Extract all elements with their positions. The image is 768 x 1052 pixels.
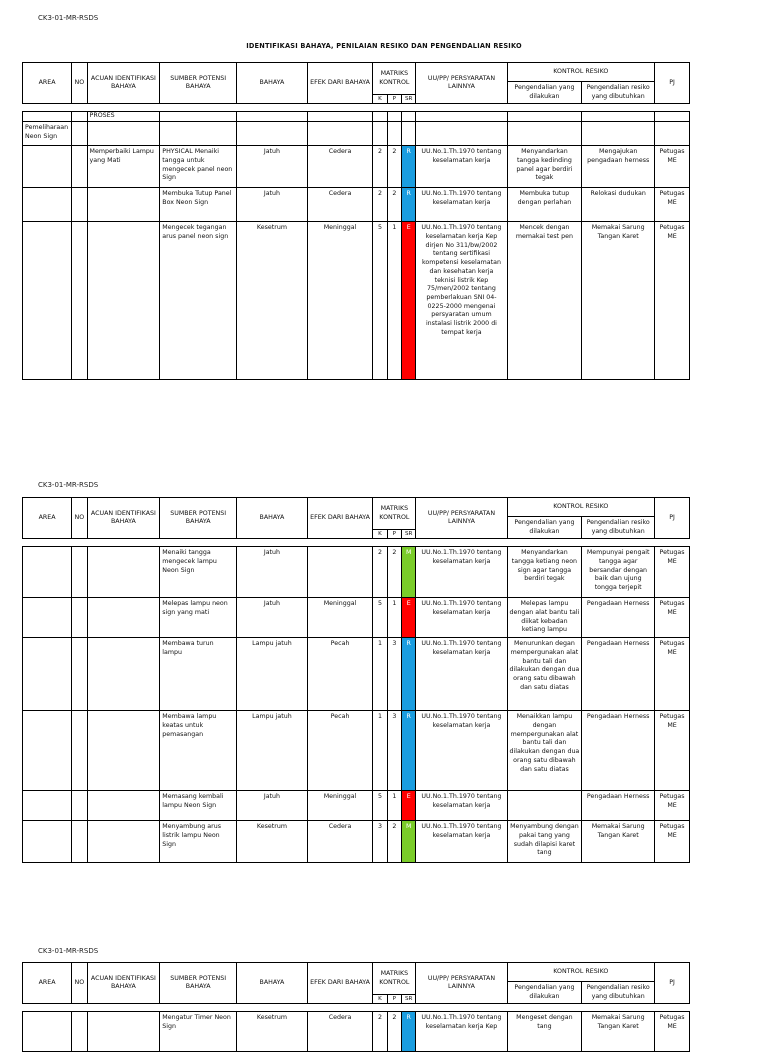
k-value: 5 bbox=[373, 598, 387, 638]
pj-cell bbox=[655, 122, 690, 146]
no-cell bbox=[72, 222, 87, 380]
table-row bbox=[23, 188, 690, 222]
sumber-cell: Menaiki tangga mengecek lampu Neon Sign bbox=[160, 547, 237, 598]
area-cell bbox=[23, 1012, 72, 1052]
sr-risk-level: R bbox=[402, 711, 416, 791]
bahaya-cell: Jatuh bbox=[237, 547, 308, 598]
bahaya-cell: Jatuh bbox=[237, 188, 308, 222]
area-cell bbox=[23, 791, 72, 821]
k-value: 1 bbox=[373, 711, 387, 791]
empty-cell bbox=[307, 112, 373, 122]
header-area: AREA bbox=[23, 963, 72, 1004]
sr-risk-level: E bbox=[402, 598, 416, 638]
sr-risk-level: E bbox=[402, 222, 416, 380]
no-cell bbox=[72, 598, 87, 638]
acuan-cell bbox=[87, 122, 160, 146]
control-done-cell: Melepas lampu dengan alat bantu tali diikat kebadan ketiang lampu bbox=[507, 598, 582, 638]
header-uu: UU/PP/ PERSYARATAN LAINNYA bbox=[416, 63, 507, 104]
k-value: 1 bbox=[373, 638, 387, 711]
no-cell bbox=[72, 821, 87, 863]
document-code: CK3-01-MR-RSDS bbox=[38, 947, 99, 955]
document-title: IDENTIFIKASI BAHAYA, PENILAIAN RESIKO DAN PENGENDALIAN RESIKO bbox=[246, 42, 522, 50]
empty-cell bbox=[72, 112, 87, 122]
regulation-cell: UU.No.1.Th.1970 tentang keselamatan kerja bbox=[416, 598, 507, 638]
regulation-cell: UU.No.1.Th.1970 tentang keselamatan kerja bbox=[416, 638, 507, 711]
p-value: 3 bbox=[387, 711, 401, 791]
acuan-cell bbox=[87, 598, 160, 638]
control-done-cell bbox=[507, 122, 582, 146]
header-pengendalian-dilakukan: Pengendalian yang dilakukan bbox=[507, 517, 582, 539]
header-uu: UU/PP/ PERSYARATAN LAINNYA bbox=[416, 963, 507, 1004]
acuan-cell bbox=[87, 1012, 160, 1052]
no-cell bbox=[72, 791, 87, 821]
sumber-cell: Membuka Tutup Panel Box Neon Sign bbox=[160, 188, 237, 222]
header-matriks: MATRIKS KONTROL bbox=[373, 498, 416, 530]
header-kontrol: KONTROL RESIKO bbox=[507, 498, 655, 517]
control-done-cell: Menyandarkan tangga ketiang neon sign agar tangga berdiri tegak bbox=[507, 547, 582, 598]
efek-cell: Cedera bbox=[307, 188, 373, 222]
k-value: 2 bbox=[373, 188, 387, 222]
no-cell bbox=[72, 122, 87, 146]
risk-table bbox=[22, 497, 690, 863]
acuan-cell bbox=[87, 188, 160, 222]
bahaya-cell bbox=[237, 122, 308, 146]
table-row bbox=[23, 821, 690, 863]
header-k: K bbox=[373, 530, 387, 539]
no-cell bbox=[72, 1012, 87, 1052]
control-needed-cell: Relokasi dudukan bbox=[582, 188, 655, 222]
header-row bbox=[23, 498, 690, 517]
no-cell bbox=[72, 547, 87, 598]
table-row bbox=[23, 222, 690, 380]
area-cell bbox=[23, 547, 72, 598]
p-value: 1 bbox=[387, 791, 401, 821]
control-needed-cell: Memakai Sarung Tangan Karet bbox=[582, 222, 655, 380]
bahaya-cell: Kesetrum bbox=[237, 821, 308, 863]
spacer-cell bbox=[23, 1004, 690, 1012]
pj-cell: Petugas ME bbox=[655, 188, 690, 222]
header-kontrol: KONTROL RESIKO bbox=[507, 63, 655, 82]
acuan-cell bbox=[87, 638, 160, 711]
risk-table bbox=[22, 62, 690, 380]
header-p: P bbox=[387, 995, 401, 1004]
empty-cell bbox=[237, 112, 308, 122]
efek-cell: Meninggal bbox=[307, 791, 373, 821]
sr-risk-level: R bbox=[402, 146, 416, 188]
control-needed-cell bbox=[582, 122, 655, 146]
p-value bbox=[387, 122, 401, 146]
control-needed-cell: Memakai Sarung Tangan Karet bbox=[582, 1012, 655, 1052]
sumber-cell: Menyambung arus listrik lampu Neon Sign bbox=[160, 821, 237, 863]
control-done-cell: Menyandarkan tangga kedinding panel agar berdiri tegak bbox=[507, 146, 582, 188]
control-done-cell bbox=[507, 791, 582, 821]
header-bahaya: BAHAYA bbox=[237, 498, 308, 539]
pj-cell: Petugas ME bbox=[655, 222, 690, 380]
control-done-cell: Mencek dengan memakai test pen bbox=[507, 222, 582, 380]
efek-cell: Pecah bbox=[307, 638, 373, 711]
bahaya-cell: Jatuh bbox=[237, 791, 308, 821]
sumber-cell: Mengatur Timer Neon Sign bbox=[160, 1012, 237, 1052]
header-sr: SR bbox=[402, 530, 416, 539]
header-uu: UU/PP/ PERSYARATAN LAINNYA bbox=[416, 498, 507, 539]
efek-cell: Cedera bbox=[307, 821, 373, 863]
header-p: P bbox=[387, 95, 401, 104]
area-cell bbox=[23, 222, 72, 380]
p-value: 3 bbox=[387, 638, 401, 711]
regulation-cell: UU.No.1.Th.1970 tentang keselamatan kerja Kep dirjen No 311/bw/2002 tentang sertifikasi kompetensi keselamatan dan kesehatan kerja teknisi listrik Kep 75/men/2002 tentang pemberlakuan SNI 04-0225-2000 mengenai persyaratan umum instalasi listrik 2000 di tempat kerja bbox=[416, 222, 507, 380]
control-done-cell: Menaikkan lampu dengan mempergunakan alat bantu tali dan dilakukan dengan dua orang satu dibawah dan satu diatas bbox=[507, 711, 582, 791]
bahaya-cell: Lampu jatuh bbox=[237, 638, 308, 711]
acuan-cell bbox=[87, 821, 160, 863]
p-value: 2 bbox=[387, 821, 401, 863]
area-cell: Pemeliharaan Neon Sign bbox=[23, 122, 72, 146]
table-row bbox=[23, 1012, 690, 1052]
sr-risk-level: M bbox=[402, 547, 416, 598]
pj-cell: Petugas ME bbox=[655, 638, 690, 711]
header-area: AREA bbox=[23, 63, 72, 104]
spacer-row bbox=[23, 1004, 690, 1012]
sr-risk-level bbox=[402, 122, 416, 146]
regulation-cell bbox=[416, 122, 507, 146]
header-pengendalian-dilakukan: Pengendalian yang dilakukan bbox=[507, 982, 582, 1004]
empty-cell bbox=[507, 112, 582, 122]
empty-cell bbox=[23, 112, 72, 122]
header-pengendalian-dibutuhkan: Pengendalian resiko yang dibutuhkan bbox=[582, 982, 655, 1004]
control-done-cell: Menyambung dengan pakai tang yang sudah dilapisi karet tang bbox=[507, 821, 582, 863]
p-value: 1 bbox=[387, 598, 401, 638]
no-cell bbox=[72, 711, 87, 791]
header-sumber: SUMBER POTENSI BAHAYA bbox=[160, 498, 237, 539]
control-needed-cell: Pengadaan Herness bbox=[582, 598, 655, 638]
p-value: 2 bbox=[387, 188, 401, 222]
area-cell bbox=[23, 598, 72, 638]
table-row bbox=[23, 547, 690, 598]
empty-cell bbox=[655, 112, 690, 122]
section-label: PROSES bbox=[87, 112, 160, 122]
efek-cell bbox=[307, 122, 373, 146]
header-sumber: SUMBER POTENSI BAHAYA bbox=[160, 963, 237, 1004]
header-bahaya: BAHAYA bbox=[237, 963, 308, 1004]
empty-cell bbox=[387, 112, 401, 122]
empty-cell bbox=[402, 112, 416, 122]
header-k: K bbox=[373, 995, 387, 1004]
control-needed-cell: Pengadaan Herness bbox=[582, 638, 655, 711]
empty-cell bbox=[582, 112, 655, 122]
bahaya-cell: Kesetrum bbox=[237, 1012, 308, 1052]
sr-risk-level: R bbox=[402, 188, 416, 222]
acuan-cell bbox=[87, 222, 160, 380]
area-cell bbox=[23, 821, 72, 863]
header-efek: EFEK DARI BAHAYA bbox=[307, 498, 373, 539]
header-k: K bbox=[373, 95, 387, 104]
regulation-cell: UU.No.1.Th.1970 tentang keselamatan kerja bbox=[416, 711, 507, 791]
pj-cell: Petugas ME bbox=[655, 146, 690, 188]
bahaya-cell: Lampu jatuh bbox=[237, 711, 308, 791]
p-value: 2 bbox=[387, 547, 401, 598]
bahaya-cell: Jatuh bbox=[237, 598, 308, 638]
pj-cell: Petugas ME bbox=[655, 598, 690, 638]
header-pengendalian-dibutuhkan: Pengendalian resiko yang dibutuhkan bbox=[582, 82, 655, 104]
acuan-cell bbox=[87, 711, 160, 791]
sumber-cell: Memasang kembali lampu Neon Sign bbox=[160, 791, 237, 821]
header-efek: EFEK DARI BAHAYA bbox=[307, 963, 373, 1004]
k-value: 2 bbox=[373, 1012, 387, 1052]
acuan-cell bbox=[87, 791, 160, 821]
table-row bbox=[23, 598, 690, 638]
control-needed-cell: Memakai Sarung Tangan Karet bbox=[582, 821, 655, 863]
header-sr: SR bbox=[402, 95, 416, 104]
header-efek: EFEK DARI BAHAYA bbox=[307, 63, 373, 104]
header-sumber: SUMBER POTENSI BAHAYA bbox=[160, 63, 237, 104]
spacer-cell bbox=[23, 104, 690, 112]
empty-cell bbox=[416, 112, 507, 122]
efek-cell bbox=[307, 547, 373, 598]
area-cell bbox=[23, 638, 72, 711]
control-needed-cell: Pengadaan Herness bbox=[582, 791, 655, 821]
header-pj: PJ bbox=[655, 963, 690, 1004]
sumber-cell: Mengecek tegangan arus panel neon sign bbox=[160, 222, 237, 380]
table-row bbox=[23, 791, 690, 821]
control-needed-cell: Pengadaan Herness bbox=[582, 711, 655, 791]
control-needed-cell: Mengajukan pengadaan herness bbox=[582, 146, 655, 188]
header-acuan: ACUAN IDENTIFIKASI BAHAYA bbox=[87, 63, 160, 104]
sr-risk-level: M bbox=[402, 821, 416, 863]
header-row bbox=[23, 63, 690, 82]
efek-cell: Meninggal bbox=[307, 222, 373, 380]
area-cell bbox=[23, 188, 72, 222]
control-done-cell: Mengeset dengan tang bbox=[507, 1012, 582, 1052]
k-value: 2 bbox=[373, 146, 387, 188]
table-row bbox=[23, 638, 690, 711]
empty-cell bbox=[373, 112, 387, 122]
header-kontrol: KONTROL RESIKO bbox=[507, 963, 655, 982]
pj-cell: Petugas ME bbox=[655, 711, 690, 791]
area-cell bbox=[23, 711, 72, 791]
pj-cell: Petugas ME bbox=[655, 547, 690, 598]
acuan-cell: Memperbaiki Lampu yang Mati bbox=[87, 146, 160, 188]
bahaya-cell: Kesetrum bbox=[237, 222, 308, 380]
header-row bbox=[23, 963, 690, 982]
control-done-cell: Membuka tutup dengan perlahan bbox=[507, 188, 582, 222]
regulation-cell: UU.No.1.Th.1970 tentang keselamatan kerja bbox=[416, 791, 507, 821]
regulation-cell: UU.No.1.Th.1970 tentang keselamatan kerja bbox=[416, 188, 507, 222]
header-sr: SR bbox=[402, 995, 416, 1004]
regulation-cell: UU.No.1.Th.1970 tentang keselamatan kerja bbox=[416, 146, 507, 188]
k-value bbox=[373, 122, 387, 146]
header-bahaya: BAHAYA bbox=[237, 63, 308, 104]
control-needed-cell: Mempunyai pengait tangga agar bersandar dengan baik dan ujung tongga terjepit bbox=[582, 547, 655, 598]
sumber-cell: Membawa lampu keatas untuk pemasangan bbox=[160, 711, 237, 791]
efek-cell: Meninggal bbox=[307, 598, 373, 638]
control-done-cell: Menurunkan degan mempergunakan alat bantu tali dan dilakukan dengan dua orang satu dibawah dan satu diatas bbox=[507, 638, 582, 711]
no-cell bbox=[72, 146, 87, 188]
p-value: 2 bbox=[387, 146, 401, 188]
efek-cell: Cedera bbox=[307, 146, 373, 188]
table-row bbox=[23, 146, 690, 188]
header-pj: PJ bbox=[655, 63, 690, 104]
table-row bbox=[23, 122, 690, 146]
empty-cell bbox=[160, 112, 237, 122]
k-value: 3 bbox=[373, 821, 387, 863]
acuan-cell bbox=[87, 547, 160, 598]
pj-cell: Petugas ME bbox=[655, 1012, 690, 1052]
document-code: CK3-01-MR-RSDS bbox=[38, 14, 99, 22]
document-code: CK3-01-MR-RSDS bbox=[38, 481, 99, 489]
sr-risk-level: R bbox=[402, 1012, 416, 1052]
table-row bbox=[23, 711, 690, 791]
section-row bbox=[23, 112, 690, 122]
k-value: 5 bbox=[373, 222, 387, 380]
regulation-cell: UU.No.1.Th.1970 tentang keselamatan kerja bbox=[416, 547, 507, 598]
header-matriks: MATRIKS KONTROL bbox=[373, 63, 416, 95]
pj-cell: Petugas ME bbox=[655, 821, 690, 863]
sumber-cell: Membawa turun lampu bbox=[160, 638, 237, 711]
p-value: 1 bbox=[387, 222, 401, 380]
header-no: NO bbox=[72, 498, 87, 539]
sr-risk-level: E bbox=[402, 791, 416, 821]
k-value: 5 bbox=[373, 791, 387, 821]
header-pj: PJ bbox=[655, 498, 690, 539]
header-p: P bbox=[387, 530, 401, 539]
area-cell bbox=[23, 146, 72, 188]
risk-table bbox=[22, 962, 690, 1052]
spacer-cell bbox=[23, 539, 690, 547]
header-matriks: MATRIKS KONTROL bbox=[373, 963, 416, 995]
header-area: AREA bbox=[23, 498, 72, 539]
no-cell bbox=[72, 638, 87, 711]
sumber-cell: Melepas lampu neon sign yang mati bbox=[160, 598, 237, 638]
pj-cell: Petugas ME bbox=[655, 791, 690, 821]
sr-risk-level: R bbox=[402, 638, 416, 711]
regulation-cell: UU.No.1.Th.1970 tentang keselamatan kerja bbox=[416, 821, 507, 863]
header-no: NO bbox=[72, 63, 87, 104]
spacer-row bbox=[23, 539, 690, 547]
regulation-cell: UU.No.1.Th.1970 tentang keselamatan kerja Kep bbox=[416, 1012, 507, 1052]
efek-cell: Pecah bbox=[307, 711, 373, 791]
header-acuan: ACUAN IDENTIFIKASI BAHAYA bbox=[87, 963, 160, 1004]
k-value: 2 bbox=[373, 547, 387, 598]
header-no: NO bbox=[72, 963, 87, 1004]
header-pengendalian-dilakukan: Pengendalian yang dilakukan bbox=[507, 82, 582, 104]
header-acuan: ACUAN IDENTIFIKASI BAHAYA bbox=[87, 498, 160, 539]
bahaya-cell: Jatuh bbox=[237, 146, 308, 188]
sumber-cell bbox=[160, 122, 237, 146]
spacer-row bbox=[23, 104, 690, 112]
sumber-cell: PHYSICAL Menaiki tangga untuk mengecek panel neon Sign bbox=[160, 146, 237, 188]
header-pengendalian-dibutuhkan: Pengendalian resiko yang dibutuhkan bbox=[582, 517, 655, 539]
no-cell bbox=[72, 188, 87, 222]
efek-cell: Cedera bbox=[307, 1012, 373, 1052]
p-value: 2 bbox=[387, 1012, 401, 1052]
